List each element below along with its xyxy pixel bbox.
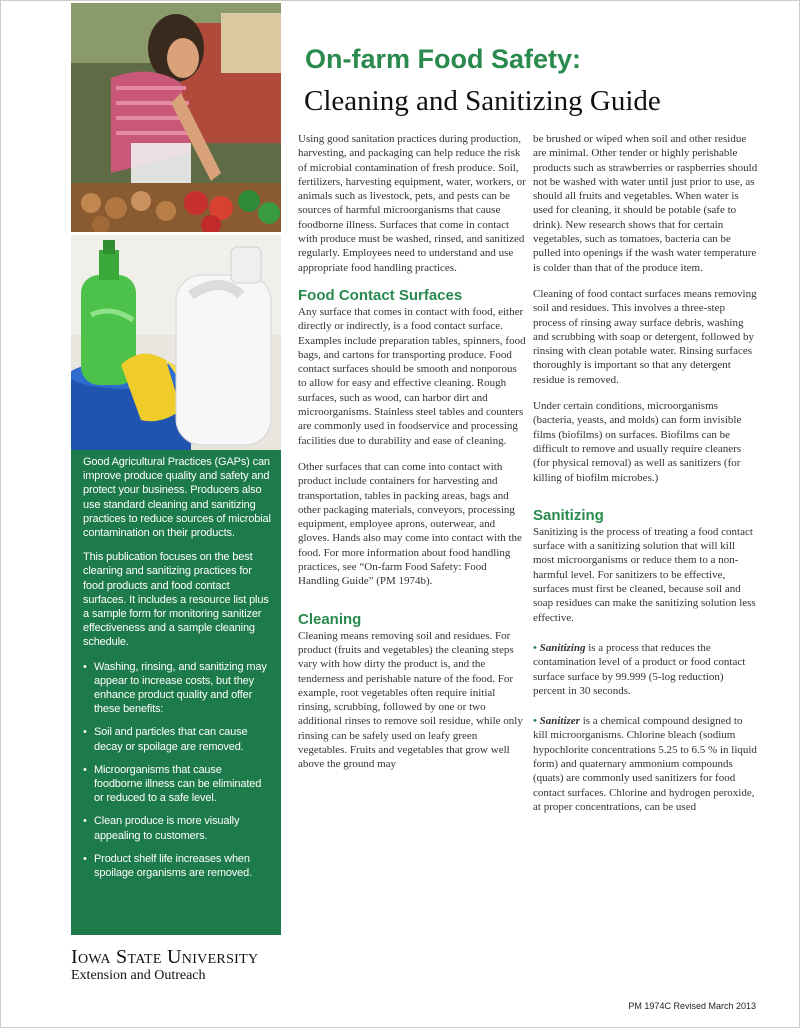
paragraph: Other surfaces that can come into contact with product include containers for harvesting and transportation, tables in packing areas, bags and other packaging materials, conveyors, processing equipment, employee aprons, outerwear, and gloves. Hands also may come into contact with the food. For more information about food handling practices, see “On-farm Food Safety: Food Handling Guide” (PM 1974b).: [298, 460, 522, 588]
page-subtitle: Cleaning and Sanitizing Guide: [304, 85, 661, 117]
term: Sanitizer: [539, 715, 580, 728]
benefits-list: [83, 660, 271, 881]
gaps-info-box: [71, 450, 281, 935]
university-name: Iowa State University: [71, 946, 259, 968]
list-item: • Clean produce is more visually appealing to customers.: [83, 814, 271, 842]
text-column-2: [533, 132, 758, 826]
paragraph: Sanitizing is the process of treating a food contact surface with a sanitizing solution that will kill most microorganisms or reduce them to a non-harmful level. For sanitizers to be effective, surfaces must first be cleaned, because soil and soap residues can make the sanitizing solution less effective.: [533, 525, 756, 624]
paragraph: Cleaning means removing soil and residues. For product (fruits and vegetables) the cleaning steps vary with how dirty the product is, and the tenderness and perishable nature of the food. For example, root vegetables often require initial rinsing, scrubbing, followed by one or two additional rinses to remove soil residue, while only rinsing can be safely used on leafy green vegetables. Fruits and vegetables that grow well above the ground may: [298, 629, 523, 771]
definition-text: is a process that reduces the contamination level of a product or food contact surface surface by 99.999 (5-log reduction) percent in 30 seconds.: [533, 641, 746, 697]
gaps-intro: Good Agricultural Practices (GAPs) can improve produce quality and safety and protect your business. Producers also use standard cleaning and sanitizing practices to reduce sources of microbial contamination on their products.: [83, 456, 271, 540]
heading-sanitizing: Sanitizing: [533, 506, 604, 524]
definition-sanitizing: [533, 641, 758, 698]
cleaning-supplies-photo: [71, 235, 281, 450]
definition-text: is a chemical compound designed to kill microorganisms. Chlorine bleach (sodium hypochlorite concentrations 5.25 to 6.5 % in liquid form) and quaternary ammonium compounds (quats) are commonly used sanitizers for food contact surfaces. Chlorine and hydrogen peroxide, at proper concentrations, can be used: [533, 715, 757, 813]
paragraph: Under certain conditions, microorganisms (bacteria, yeasts, and molds) can form invisible films (biofilms) on surfaces. Biofilms can be difficult to remove and usually require cleaners (for physical removal) as well as sanitizers (for killing of biofilm microbes.): [533, 400, 742, 484]
publication-code: PM 1974C Revised March 2013: [628, 1001, 756, 1011]
intro-paragraph: Using good sanitation practices during production, harvesting, and packaging can help reduce the risk of microbial contamination of fresh produce. Soil, fertilizers, harvesting equipment, water, workers, or animals such as livestock, pets, and pests can be sources of harmful microorganisms that cause foodborne illness. Surfaces that come in contact with produce must be washed, rinsed, and sanitized regularly. Employees need to understand and use appropriate food handling practices.: [298, 133, 526, 274]
extension-name: Extension and Outreach: [71, 968, 206, 983]
page-title: On-farm Food Safety:: [305, 44, 582, 74]
paragraph: Cleaning of food contact surfaces means removing soil and residues. This involves a three-step process of rinsing away surface debris, washing and scrubbing with soap or detergent, followed by rinsing with clean potable water. Rinsing surfaces thoroughly is important so that any detergent residue is removed.: [533, 287, 757, 386]
bullet-icon: •: [533, 715, 537, 728]
publication-focus: This publication focuses on the best cleaning and sanitizing practices for food products and food contact surfaces. It includes a resource list plus a sample form for monitoring sanitizer effectiveness and a sample cleaning schedule.: [83, 551, 269, 649]
list-item: • Washing, rinsing, and sanitizing may appear to increase costs, but they enhance product quality and offer these benefits:: [83, 660, 271, 717]
list-item: • Soil and particles that can cause decay or spoilage are removed.: [83, 725, 271, 753]
paragraph: Any surface that comes in contact with food, either directly or indirectly, is a food contact surface. Examples include preparation tables, spinners, food bags, and cartons for transporting produce. Food contact surfaces should be smooth and nonporous to allow for easy and effective cleaning. Rough surfaces, such as wood, can harbor dirt and microorganisms. Stainless steel tables and counters are commonly used in foodservice and processing facilities due to durability and ease of cleaning.: [298, 305, 526, 447]
text-column-1: [298, 132, 526, 784]
term: Sanitizing: [539, 641, 586, 654]
market-photo: [71, 3, 281, 232]
definition-sanitizer: [533, 714, 758, 814]
paragraph: be brushed or wiped when soil and other residue are minimal. Other tender or highly perishable products such as strawberries or raspberries should not be washed with water until just prior to use, as should all fruits and vegetables. When water is used for cleaning, it should be potable (safe to drink). New research shows that for certain vegetables, such as tomatoes, bacteria can be pulled into openings if the wash water temperature is colder than that of the produce item.: [533, 133, 758, 274]
list-item: • Product shelf life increases when spoilage organisms are removed.: [83, 852, 271, 880]
isu-logo: [71, 946, 286, 984]
heading-cleaning: Cleaning: [298, 610, 362, 628]
list-item: • Microorganisms that cause foodborne illness can be eliminated or reduced to a safe level.: [83, 763, 271, 806]
bullet-icon: •: [533, 641, 537, 654]
heading-food-contact-surfaces: Food Contact Surfaces: [298, 286, 463, 304]
